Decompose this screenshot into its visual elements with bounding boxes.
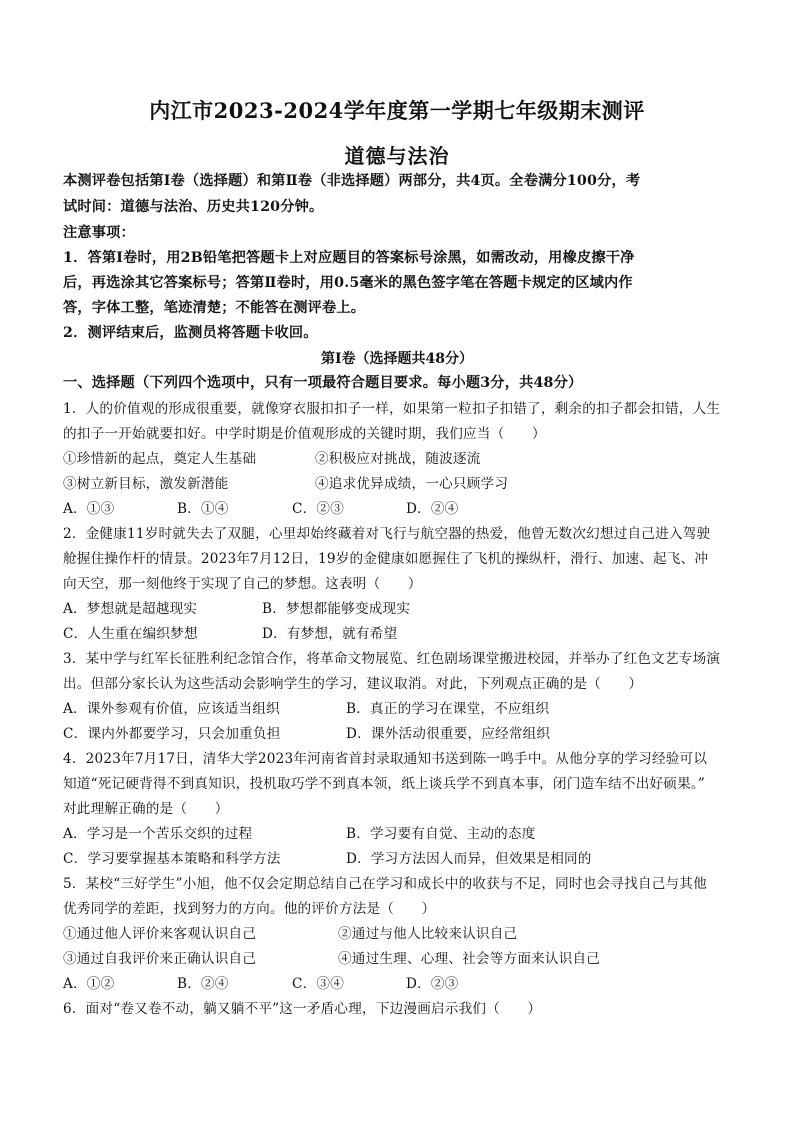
q1-stem-b: 的扣子一开始就要扣好。中学时期是价值观形成的关键时期，我们应当（ ） [63, 426, 546, 442]
q2-stem-c: 向天空，那一刻他终于实现了自己的梦想。这表明（ ） [63, 576, 422, 592]
q4-option-b: B．学习要有自觉、主动的态度 [346, 826, 536, 842]
q4-option-c: C．学习要掌握基本策略和科学方法 [63, 851, 281, 867]
q2-stem-a: 2．金健康11岁时就失去了双腿，心里却始终藏着对飞行与航空器的热爱，他曾无数次幻想过自己进入驾驶 [63, 526, 711, 542]
q2-stem-b: 舱握住操作杆的情景。2023年7月12日，19岁的金健康如愿握住了飞机的操纵杆，滑行、加速、起飞、冲 [63, 551, 709, 567]
q1-item-3: ③树立新目标，激发新潜能 [63, 476, 229, 492]
intro-line-2: 试时间：道德与法治、历史共120分钟。 [63, 199, 324, 215]
q3-stem-a: 3．某中学与红军长征胜利纪念馆合作，将革命文物展览、红色剧场课堂搬进校园，并举办了红色文艺专场演 [63, 651, 721, 667]
q5-option-a: A．①② [63, 976, 115, 992]
note-1-line-a: 1．答第Ⅰ卷时，用2B铅笔把答题卡上对应题目的答案标号涂黑，如需改动，用橡皮擦干净 [63, 250, 635, 266]
exam-title: 内江市2023-2024学年度第一学期七年级期末测评 [149, 98, 645, 123]
q4-stem-b: 知道“死记硬背得不到真知识，投机取巧学不到真本领，纸上谈兵学不到真本事，闭门造车结不出好硕果。” [63, 776, 706, 792]
subject-title: 道德与法治 [344, 144, 450, 168]
q2-option-c: C．人生重在编织梦想 [63, 626, 198, 642]
q1-stem-a: 1．人的价值观的形成很重要，就像穿衣服扣扣子一样，如果第一粒扣子扣错了，剩余的扣子都会扣错，人生 [63, 401, 721, 417]
q2-option-a: A．梦想就是超越现实 [63, 601, 198, 617]
q5-item-2: ②通过与他人比较来认识自己 [338, 926, 518, 942]
q3-option-b: B．真正的学习在课堂，不应组织 [346, 701, 550, 717]
q1-option-b: B．①④ [177, 501, 229, 517]
q1-option-d: D．②④ [406, 501, 459, 517]
q5-option-c: C．③④ [292, 976, 344, 992]
note-1-line-c: 答，字体工整，笔迹清楚；不能答在测评卷上。 [63, 300, 366, 316]
q1-item-1: ①珍惜新的起点，奠定人生基础 [63, 451, 257, 467]
q5-stem-a: 5．某校“三好学生”小旭，他不仅会定期总结自己在学习和成长中的收获与不足，同时也会寻找自己与其他 [63, 876, 707, 892]
q1-option-c: C．②③ [292, 501, 344, 517]
q2-option-d: D．有梦想，就有希望 [262, 626, 398, 642]
q4-stem-a: 4．2023年7月17日，清华大学2023年河南省首封录取通知书送到陈一鸣手中。从他分享的学习经验可以 [63, 751, 708, 767]
q5-option-b: B．②④ [177, 976, 229, 992]
q5-stem-b: 优秀同学的差距，找到努力的方向。他的评价方法是（ ） [63, 901, 436, 917]
q1-option-a: A．①③ [63, 501, 115, 517]
q2-option-b: B．梦想都能够变成现实 [262, 601, 411, 617]
q4-stem-c: 对此理解正确的是（ ） [63, 801, 229, 817]
intro-line-1: 本测评卷包括第Ⅰ卷（选择题）和第Ⅱ卷（非选择题）两部分，共4页。全卷满分100分，考 [63, 173, 641, 189]
q4-option-a: A．学习是一个苦乐交织的过程 [63, 826, 253, 842]
section-heading: 一、选择题（下列四个选项中，只有一项最符合题目要求。每小题3分，共48分） [63, 375, 583, 391]
q5-item-4: ④通过生理、心理、社会等方面来认识自己 [338, 951, 601, 967]
q4-option-d: D．学习方法因人而异，但效果是相同的 [346, 851, 592, 867]
q5-item-1: ①通过他人评价来客观认识自己 [63, 926, 257, 942]
part-title: 第Ⅰ卷（选择题共48分） [320, 351, 474, 367]
q5-option-d: D．②③ [406, 976, 459, 992]
q3-stem-b: 出。但部分家长认为这些活动会影响学生的学习，建议取消。对此，下列观点正确的是（ ） [63, 676, 643, 692]
q1-item-4: ④追求优异成绩，一心只顾学习 [315, 476, 509, 492]
q3-option-a: A．课外参观有价值，应该适当组织 [63, 701, 280, 717]
q5-item-3: ③通过自我评价来正确认识自己 [63, 951, 257, 967]
note-1-line-b: 后，再选涂其它答案标号；答第Ⅱ卷时，用0.5毫米的黑色签字笔在答题卡规定的区域内作 [63, 275, 633, 291]
q1-item-2: ②积极应对挑战，随波逐流 [315, 451, 481, 467]
q3-option-d: D．课外活动很重要，应经常组织 [346, 726, 551, 742]
q6-stem-a: 6．面对“卷又卷不动，躺又躺不平”这一矛盾心理，下边漫画启示我们（ ） [63, 1001, 542, 1017]
note-2: 2．测评结束后，监测员将答题卡收回。 [63, 325, 318, 341]
notes-title: 注意事项： [63, 225, 135, 241]
q3-option-c: C．课内外都要学习，只会加重负担 [63, 726, 281, 742]
